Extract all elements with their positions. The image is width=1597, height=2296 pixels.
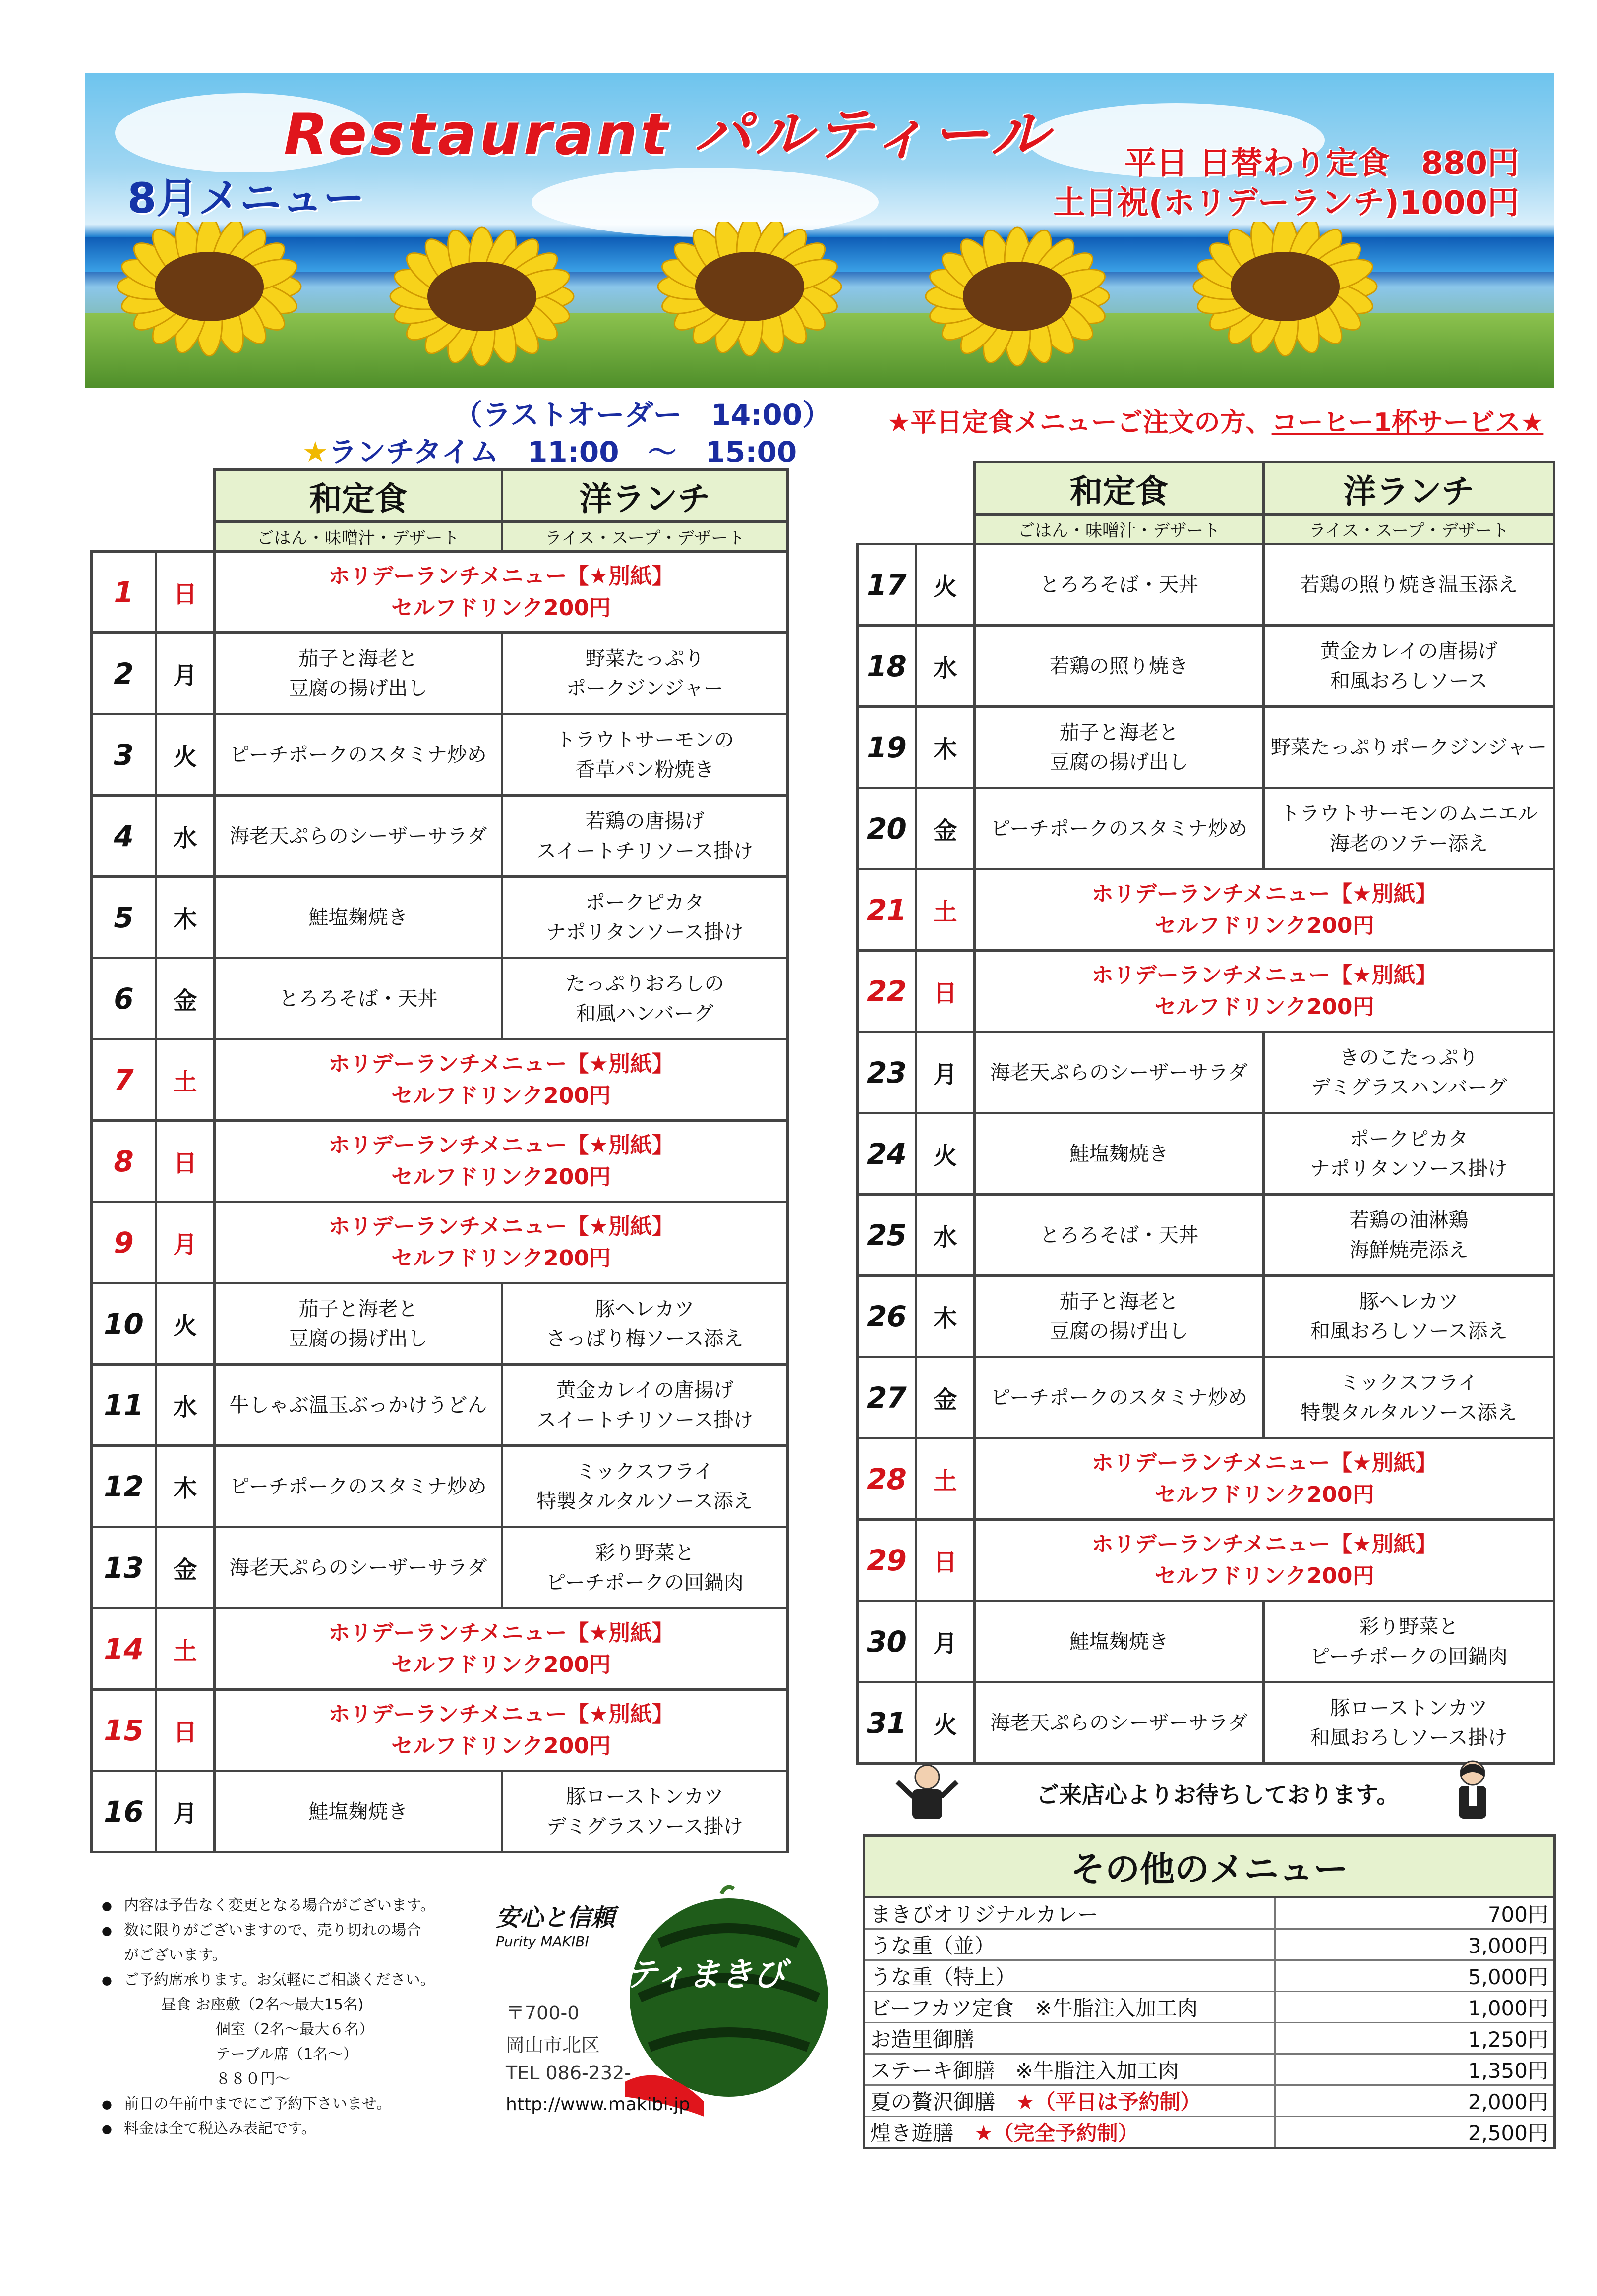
self-drink-label: セルフドリンク200円 xyxy=(391,1245,611,1271)
weekday: 火 xyxy=(916,544,975,626)
holiday-menu-label: ホリデーランチメニュー【★別紙】 xyxy=(1091,1450,1437,1476)
self-drink-label: セルフドリンク200円 xyxy=(391,1733,611,1759)
yoshoku-header: 洋ランチ xyxy=(1264,462,1554,515)
other-menu-row xyxy=(864,1897,1555,1929)
staff-icon xyxy=(892,1762,962,1822)
other-menu-row xyxy=(864,2054,1555,2085)
table-row xyxy=(858,1276,1554,1357)
yoshoku-dish: トラウトサーモンのムニエル 海老のソテー添え xyxy=(1264,788,1554,869)
weekday: 金 xyxy=(156,1527,215,1608)
weekday: 木 xyxy=(156,877,215,958)
weekday: 月 xyxy=(916,1601,975,1682)
weekday: 火 xyxy=(156,714,215,796)
lunch-time-text: ランチタイム 11:00 ～ 15:00 xyxy=(328,435,797,469)
table-row xyxy=(92,1608,788,1690)
washoku-dish: 鮭塩麹焼き xyxy=(975,1113,1264,1195)
holiday-menu-label: ホリデーランチメニュー【★別紙】 xyxy=(328,563,674,589)
yoshoku-dish: ミックスフライ 特製タルタルソース添え xyxy=(1264,1357,1554,1438)
other-menu-item xyxy=(864,1897,1275,1929)
item-name: ステーキ御膳 xyxy=(870,2059,995,2083)
item-name: うな重（並） xyxy=(870,1934,985,1958)
day-number: 21 xyxy=(858,869,916,951)
washoku-dish: 茄子と海老と 豆腐の揚げ出し xyxy=(975,707,1264,788)
day-number: 20 xyxy=(858,788,916,869)
note-item: ● ご予約席承ります。お気軽にご相談ください。 xyxy=(102,1968,538,1993)
welcome-message: ご来店心よりお待ちしております。 xyxy=(1036,1781,1400,1808)
washoku-dish: ピーチポークのスタミナ炒め xyxy=(975,788,1264,869)
weekday: 土 xyxy=(156,1608,215,1690)
day-number: 11 xyxy=(92,1365,156,1446)
washoku-subheader: ごはん・味噌汁・デザート xyxy=(975,515,1264,544)
table-row xyxy=(858,1520,1554,1601)
other-menu-item xyxy=(864,1929,1275,1960)
lunch-time xyxy=(302,429,797,470)
weekday: 水 xyxy=(156,1365,215,1446)
day-number: 2 xyxy=(92,633,156,714)
other-menu-row xyxy=(864,2023,1555,2054)
yoshoku-dish: 黄金カレイの唐揚げ 和風おろしソース xyxy=(1264,626,1554,707)
table-row xyxy=(92,552,788,633)
yoshoku-dish: 野菜たっぷりポークジンジャー xyxy=(1264,707,1554,788)
washoku-dish: 若鶏の照り焼き xyxy=(975,626,1264,707)
yoshoku-dish: 黄金カレイの唐揚げ スイートチリソース掛け xyxy=(502,1365,788,1446)
postal-code: 〒700-0 xyxy=(506,2002,580,2024)
yoshoku-dish: 彩り野菜と ピーチポークの回鍋肉 xyxy=(502,1527,788,1608)
day-number: 3 xyxy=(92,714,156,796)
table-row xyxy=(858,1357,1554,1438)
yoshoku-dish: 豚ヘレカツ さっぱり梅ソース添え xyxy=(502,1283,788,1365)
weekday: 月 xyxy=(156,633,215,714)
washoku-dish: とろろそば・天丼 xyxy=(215,958,502,1039)
washoku-dish: 茄子と海老と 豆腐の揚げ出し xyxy=(975,1276,1264,1357)
menu-table-left xyxy=(90,468,789,1853)
item-note: ※牛脂注入加工肉 xyxy=(1034,1996,1198,2020)
yoshoku-dish: トラウトサーモンの 香草パン粉焼き xyxy=(502,714,788,796)
item-note: ※牛脂注入加工肉 xyxy=(1015,2059,1179,2083)
weekday: 金 xyxy=(916,788,975,869)
item-price: 1,000円 xyxy=(1275,1992,1555,2023)
washoku-dish: 鮭塩麹焼き xyxy=(215,1771,502,1852)
logo-purity: Purity MAKIBI xyxy=(496,1933,589,1950)
day-number: 18 xyxy=(858,626,916,707)
table-row xyxy=(92,1365,788,1446)
day-number: 9 xyxy=(92,1202,156,1283)
day-number: 10 xyxy=(92,1283,156,1365)
weekday-price: 平日 日替わり定食 880円 xyxy=(1124,145,1519,182)
self-drink-label: セルフドリンク200円 xyxy=(1154,913,1374,938)
yoshoku-dish: 豚ローストンカツ デミグラスソース掛け xyxy=(502,1771,788,1852)
note-item: ● 内容は予告なく変更となる場合がございます。 xyxy=(102,1894,538,1918)
month-menu-title: 8月メニュー xyxy=(127,174,365,223)
holiday-menu-label: ホリデーランチメニュー【★別紙】 xyxy=(1091,1531,1437,1557)
weekday: 土 xyxy=(156,1039,215,1121)
item-name: 夏の贅沢御膳 xyxy=(870,2090,996,2114)
item-name: 煌き遊膳 xyxy=(870,2121,954,2145)
washoku-header: 和定食 xyxy=(975,462,1264,515)
other-menu-table xyxy=(863,1834,1556,2149)
holiday-menu-cell xyxy=(975,1438,1554,1520)
day-number: 1 xyxy=(92,552,156,633)
day-number: 17 xyxy=(858,544,916,626)
telephone: TEL 086-232- xyxy=(506,2062,631,2084)
weekday: 火 xyxy=(916,1113,975,1195)
day-number: 28 xyxy=(858,1438,916,1520)
washoku-dish: 海老天ぷらのシーザーサラダ xyxy=(215,796,502,877)
holiday-menu-label: ホリデーランチメニュー【★別紙】 xyxy=(328,1701,674,1727)
weekday: 火 xyxy=(916,1682,975,1764)
holiday-price: 土日祝(ホリデーランチ)1000円 xyxy=(1053,185,1519,222)
other-menu-item xyxy=(864,2117,1275,2148)
table-row xyxy=(858,869,1554,951)
last-order-time: （ラストオーダー 14:00） xyxy=(454,398,831,432)
weekday: 月 xyxy=(156,1771,215,1852)
holiday-menu-cell xyxy=(215,1690,788,1771)
holiday-menu-label: ホリデーランチメニュー【★別紙】 xyxy=(328,1051,674,1077)
holiday-menu-cell xyxy=(215,1608,788,1690)
washoku-dish: 茄子と海老と 豆腐の揚げ出し xyxy=(215,1283,502,1365)
washoku-dish: ピーチポークのスタミナ炒め xyxy=(215,1446,502,1527)
holiday-menu-cell xyxy=(215,1202,788,1283)
holiday-menu-cell xyxy=(215,552,788,633)
table-row xyxy=(858,544,1554,626)
washoku-dish: 海老天ぷらのシーザーサラダ xyxy=(975,1032,1264,1113)
yoshoku-dish: ポークピカタ ナポリタンソース掛け xyxy=(1264,1113,1554,1195)
self-drink-label: セルフドリンク200円 xyxy=(391,595,611,621)
item-price: 3,000円 xyxy=(1275,1929,1555,1960)
menu-table-right xyxy=(856,461,1555,1765)
other-menu-row xyxy=(864,1929,1555,1960)
weekday: 火 xyxy=(156,1283,215,1365)
note-item: 個室（2名～最大６名） xyxy=(216,2021,374,2038)
weekday: 金 xyxy=(916,1357,975,1438)
yoshoku-dish: ポークピカタ ナポリタンソース掛け xyxy=(502,877,788,958)
logo-name: ピュアリティまきび xyxy=(496,1955,786,1994)
service-text-underlined: コーヒー1杯サービス★ xyxy=(1271,408,1544,438)
yoshoku-dish: 野菜たっぷり ポークジンジャー xyxy=(502,633,788,714)
table-row xyxy=(92,877,788,958)
day-number: 25 xyxy=(858,1195,916,1276)
weekday: 木 xyxy=(156,1446,215,1527)
weekday: 木 xyxy=(916,707,975,788)
washoku-dish: 牛しゃぶ温玉ぶっかけうどん xyxy=(215,1365,502,1446)
washoku-dish: 鮭塩麹焼き xyxy=(975,1601,1264,1682)
day-number: 14 xyxy=(92,1608,156,1690)
table-row xyxy=(92,1039,788,1121)
yoshoku-dish: 彩り野菜と ピーチポークの回鍋肉 xyxy=(1264,1601,1554,1682)
staff-icon xyxy=(1448,1757,1497,1822)
washoku-header: 和定食 xyxy=(215,470,502,522)
other-menu-row xyxy=(864,1992,1555,2023)
other-menu-row xyxy=(864,2117,1555,2148)
table-row xyxy=(92,1283,788,1365)
weekday: 水 xyxy=(916,626,975,707)
item-price: 5,000円 xyxy=(1275,1960,1555,1992)
table-row xyxy=(92,1690,788,1771)
address: 岡山市北区 xyxy=(506,2034,600,2056)
day-number: 31 xyxy=(858,1682,916,1764)
day-number: 13 xyxy=(92,1527,156,1608)
weekday: 日 xyxy=(156,552,215,633)
day-number: 23 xyxy=(858,1032,916,1113)
item-note: ★（完全予約制） xyxy=(974,2121,1139,2145)
other-menu-item xyxy=(864,1992,1275,2023)
table-row xyxy=(858,951,1554,1032)
other-menu-row xyxy=(864,2085,1555,2117)
yoshoku-dish: 若鶏の油淋鶏 海鮮焼売添え xyxy=(1264,1195,1554,1276)
weekday: 日 xyxy=(916,1520,975,1601)
table-row xyxy=(858,626,1554,707)
other-menu-row xyxy=(864,1960,1555,1992)
restaurant-title: Restaurant パルティール xyxy=(284,101,1051,168)
sunflower-icon xyxy=(85,222,1554,388)
note-item: 昼食 お座敷（2名～最大15名) xyxy=(161,1996,364,2013)
yoshoku-dish: たっぷりおろしの 和風ハンバーグ xyxy=(502,958,788,1039)
day-number: 29 xyxy=(858,1520,916,1601)
note-item: ● 料金は全て税込み表記です。 xyxy=(102,2117,538,2141)
day-number: 4 xyxy=(92,796,156,877)
day-number: 19 xyxy=(858,707,916,788)
table-row xyxy=(92,1771,788,1852)
day-number: 26 xyxy=(858,1276,916,1357)
day-number: 22 xyxy=(858,951,916,1032)
table-row xyxy=(858,788,1554,869)
logo-tagline: 安心と信頼 xyxy=(496,1904,615,1932)
washoku-dish: 海老天ぷらのシーザーサラダ xyxy=(215,1527,502,1608)
table-row xyxy=(92,958,788,1039)
yoshoku-dish: 豚ローストンカツ 和風おろしソース掛け xyxy=(1264,1682,1554,1764)
washoku-dish: 茄子と海老と 豆腐の揚げ出し xyxy=(215,633,502,714)
weekday: 日 xyxy=(156,1690,215,1771)
holiday-menu-label: ホリデーランチメニュー【★別紙】 xyxy=(328,1620,674,1646)
washoku-dish: ピーチポークのスタミナ炒め xyxy=(215,714,502,796)
weekday: 日 xyxy=(916,951,975,1032)
table-row xyxy=(858,1601,1554,1682)
day-number: 5 xyxy=(92,877,156,958)
yoshoku-dish: 若鶏の照り焼き温玉添え xyxy=(1264,544,1554,626)
other-menu-title: その他のメニュー xyxy=(864,1836,1555,1897)
holiday-menu-cell xyxy=(215,1039,788,1121)
note-item: ● 前日の午前中までにご予約下さいませ。 xyxy=(102,2092,538,2117)
day-number: 27 xyxy=(858,1357,916,1438)
yoshoku-header: 洋ランチ xyxy=(502,470,788,522)
self-drink-label: セルフドリンク200円 xyxy=(1154,1482,1374,1507)
yoshoku-subheader: ライス・スープ・デザート xyxy=(502,522,788,552)
self-drink-label: セルフドリンク200円 xyxy=(1154,994,1374,1020)
weekday: 土 xyxy=(916,869,975,951)
self-drink-label: セルフドリンク200円 xyxy=(391,1164,611,1190)
yoshoku-dish: きのこたっぷり デミグラスハンバーグ xyxy=(1264,1032,1554,1113)
weekday: 木 xyxy=(916,1276,975,1357)
washoku-dish: とろろそば・天丼 xyxy=(975,1195,1264,1276)
company-logo xyxy=(496,1874,843,2151)
item-price: 1,250円 xyxy=(1275,2023,1555,2054)
washoku-dish: 海老天ぷらのシーザーサラダ xyxy=(975,1682,1264,1764)
self-drink-label: セルフドリンク200円 xyxy=(1154,1563,1374,1589)
table-row xyxy=(858,1438,1554,1520)
table-row xyxy=(858,1682,1554,1764)
day-number: 16 xyxy=(92,1771,156,1852)
day-number: 30 xyxy=(858,1601,916,1682)
self-drink-label: セルフドリンク200円 xyxy=(391,1652,611,1677)
table-row xyxy=(92,1202,788,1283)
note-item: テーブル席（1名～） xyxy=(216,2046,358,2063)
note-item: がございます。 xyxy=(124,1947,227,1964)
self-drink-label: セルフドリンク200円 xyxy=(391,1083,611,1108)
other-menu-item xyxy=(864,2085,1275,2117)
item-price: 2,000円 xyxy=(1275,2085,1555,2117)
holiday-menu-cell xyxy=(215,1121,788,1202)
table-row xyxy=(92,714,788,796)
weekday: 土 xyxy=(916,1438,975,1520)
item-name: ビーフカツ定食 xyxy=(870,1996,1014,2020)
table-row xyxy=(92,796,788,877)
table-row xyxy=(858,1113,1554,1195)
other-menu-item xyxy=(864,2054,1275,2085)
holiday-menu-cell xyxy=(975,1520,1554,1601)
item-name: うな重（特上） xyxy=(870,1965,1006,1989)
table-row xyxy=(858,707,1554,788)
note-item: ８８０円～ xyxy=(216,2070,290,2088)
other-menu-item xyxy=(864,1960,1275,1992)
day-number: 6 xyxy=(92,958,156,1039)
holiday-menu-label: ホリデーランチメニュー【★別紙】 xyxy=(328,1213,674,1239)
holiday-menu-cell xyxy=(975,869,1554,951)
item-name: お造里御膳 xyxy=(870,2027,975,2052)
washoku-dish: 鮭塩麹焼き xyxy=(215,877,502,958)
table-row xyxy=(92,1527,788,1608)
washoku-dish: とろろそば・天丼 xyxy=(975,544,1264,626)
holiday-menu-label: ホリデーランチメニュー【★別紙】 xyxy=(1091,962,1437,988)
day-number: 15 xyxy=(92,1690,156,1771)
day-number: 7 xyxy=(92,1039,156,1121)
star-icon: ★ xyxy=(302,435,328,469)
washoku-dish: ピーチポークのスタミナ炒め xyxy=(975,1357,1264,1438)
table-row xyxy=(858,1195,1554,1276)
note-item: ● 数に限りがございますので、売り切れの場合 xyxy=(102,1918,538,1943)
header-banner xyxy=(85,73,1554,388)
coffee-service-note xyxy=(887,402,1543,439)
yoshoku-dish: 豚ヘレカツ 和風おろしソース添え xyxy=(1264,1276,1554,1357)
washoku-subheader: ごはん・味噌汁・デザート xyxy=(215,522,502,552)
holiday-menu-cell xyxy=(975,951,1554,1032)
day-number: 24 xyxy=(858,1113,916,1195)
item-price: 2,500円 xyxy=(1275,2117,1555,2148)
table-row xyxy=(92,633,788,714)
yoshoku-dish: ミックスフライ 特製タルタルソース添え xyxy=(502,1446,788,1527)
other-menu-item xyxy=(864,2023,1275,2054)
holiday-menu-label: ホリデーランチメニュー【★別紙】 xyxy=(328,1132,674,1158)
weekday: 水 xyxy=(156,796,215,877)
item-price: 1,350円 xyxy=(1275,2054,1555,2085)
day-number: 8 xyxy=(92,1121,156,1202)
website-link[interactable]: http://www.makibi.jp xyxy=(506,2094,690,2115)
item-note: ★（平日は予約制） xyxy=(1016,2090,1201,2114)
weekday: 水 xyxy=(916,1195,975,1276)
service-text: ★平日定食メニューご注文の方、 xyxy=(887,408,1272,438)
table-row xyxy=(92,1446,788,1527)
item-price: 700円 xyxy=(1275,1897,1555,1929)
item-name: まきびオリジナルカレー xyxy=(870,1902,1098,1927)
yoshoku-subheader: ライス・スープ・デザート xyxy=(1264,515,1554,544)
weekday: 月 xyxy=(156,1202,215,1283)
yoshoku-dish: 若鶏の唐揚げ スイートチリソース掛け xyxy=(502,796,788,877)
table-row xyxy=(858,1032,1554,1113)
table-row xyxy=(92,1121,788,1202)
day-number: 12 xyxy=(92,1446,156,1527)
weekday: 金 xyxy=(156,958,215,1039)
notes-list xyxy=(102,1894,538,2141)
weekday: 月 xyxy=(916,1032,975,1113)
holiday-menu-label: ホリデーランチメニュー【★別紙】 xyxy=(1091,881,1437,907)
weekday: 日 xyxy=(156,1121,215,1202)
